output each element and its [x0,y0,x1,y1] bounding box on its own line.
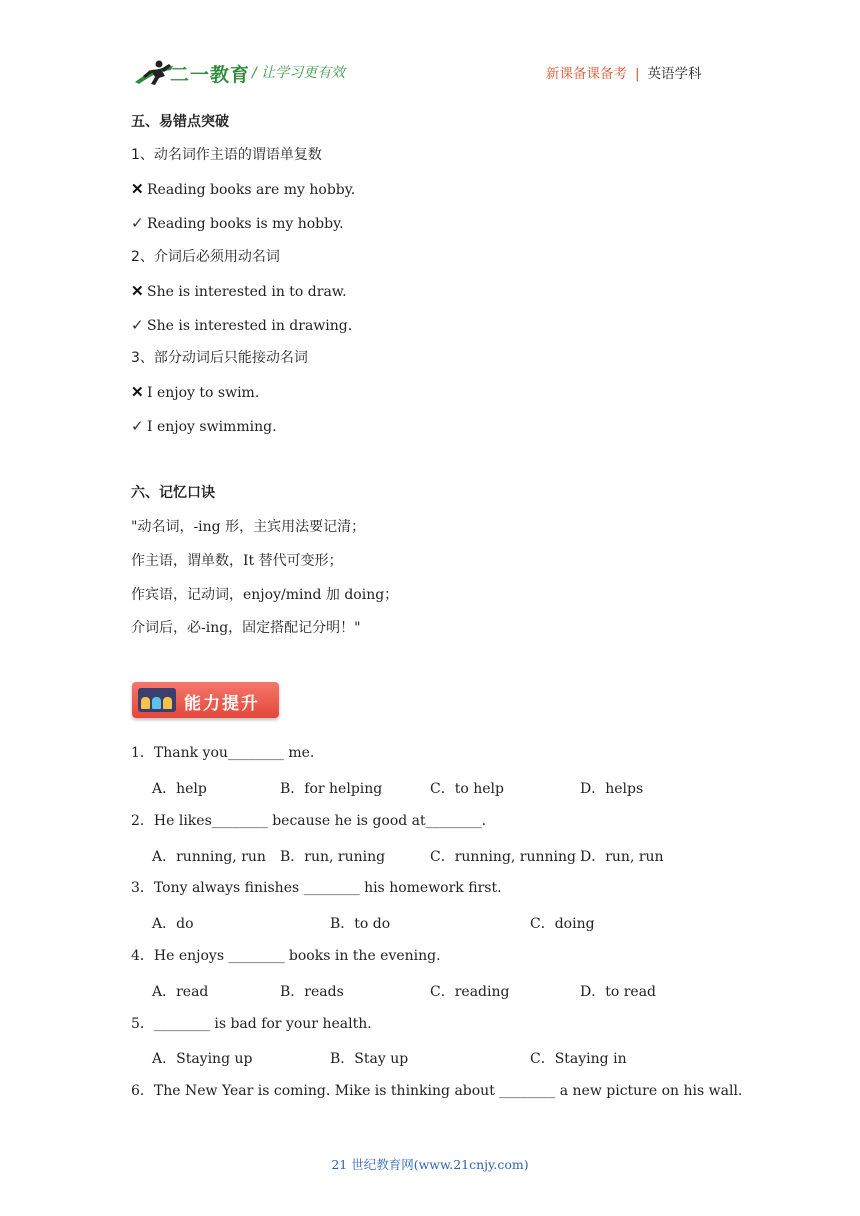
q1-option-d: D．helps [580,781,644,797]
section6-title: 六、记忆口诀 [131,485,215,501]
right-example-2 [131,316,352,335]
cross-icon: ✕ [131,282,144,300]
rule-3: 3、部分动词后只能接动名词 [131,350,308,366]
q2-option-a: A．running, run [152,849,266,865]
section5-title: 五、易错点突破 [131,114,229,130]
rhyme-line-4: 介词后，必-ing，固定搭配记分明！" [131,620,361,636]
ability-badge [132,682,279,718]
q4-option-d: D．to read [580,984,657,1000]
wrong-example-1 [131,180,355,199]
q1-option-a: A．help [152,781,207,797]
header-course: 新课备课备考 [546,66,627,82]
q2-option-c: C．running, running [430,849,577,865]
cross-icon: ✕ [131,383,144,401]
right-example-3 [131,417,277,436]
right-text-2: She is interested in drawing. [147,318,353,334]
check-icon: ✓ [131,417,144,435]
q2-option-d: D．run, run [580,849,664,865]
header-subject [546,62,702,82]
q4-option-c: C．reading [430,984,510,1000]
wrong-example-3 [131,383,259,402]
q3-option-a: A．do [152,916,194,932]
rhyme-line-3: 作宾语，记动词，enjoy/mind 加 doing； [131,587,399,603]
page-header [0,0,860,100]
header-separator: | [635,66,640,82]
right-text-3: I enjoy swimming. [147,419,277,435]
check-icon: ✓ [131,316,144,334]
question-3: 3．Tony always finishes ________ his homework first. [131,880,502,896]
header-subject-label: 英语学科 [647,66,702,82]
wrong-text-1: Reading books are my hobby. [147,182,356,198]
badge-label: 能力提升 [184,694,260,714]
q5-option-b: B．Stay up [330,1051,409,1067]
wrong-text-3: I enjoy to swim. [147,385,260,401]
question-1: 1．Thank you________ me. [131,745,315,761]
q1-option-b: B．for helping [280,781,383,797]
right-text-1: Reading books is my hobby. [147,216,344,232]
question-5: 5．________ is bad for your health. [131,1016,372,1032]
cross-icon: ✕ [131,180,144,198]
wrong-example-2 [131,282,347,301]
rhyme-line-2: 作主语，谓单数，It 替代可变形； [131,553,343,569]
q3-option-b: B．to do [330,916,391,932]
question-6: 6．The New Year is coming. Mike is thinking about ________ a new picture on his wall. [131,1083,743,1099]
rhyme-line-1: "动名词，-ing 形，主宾用法要记清； [131,519,366,535]
q2-option-b: B．run, runing [280,849,386,865]
q5-option-a: A．Staying up [152,1051,253,1067]
question-4: 4．He enjoys ________ books in the evening. [131,948,441,964]
wrong-text-2: She is interested in to draw. [147,284,347,300]
question-2: 2．He likes________ because he is good at________. [131,813,487,829]
slogan: / 让学习更有效 [252,65,346,81]
q1-option-c: C．to help [430,781,504,797]
check-icon: ✓ [131,214,144,232]
right-example-1 [131,214,344,233]
q3-option-c: C．doing [530,916,595,932]
q4-option-a: A．read [152,984,209,1000]
q4-option-b: B．reads [280,984,344,1000]
rule-2: 2、介词后必须用动名词 [131,249,280,265]
rule-1: 1、动名词作主语的谓语单复数 [131,147,322,163]
page-footer: 21 世纪教育网(www.21cnjy.com) [331,1157,529,1172]
logo-text: 二一教育 [170,64,251,86]
q5-option-c: C．Staying in [530,1051,627,1067]
people-board-icon [138,688,176,712]
